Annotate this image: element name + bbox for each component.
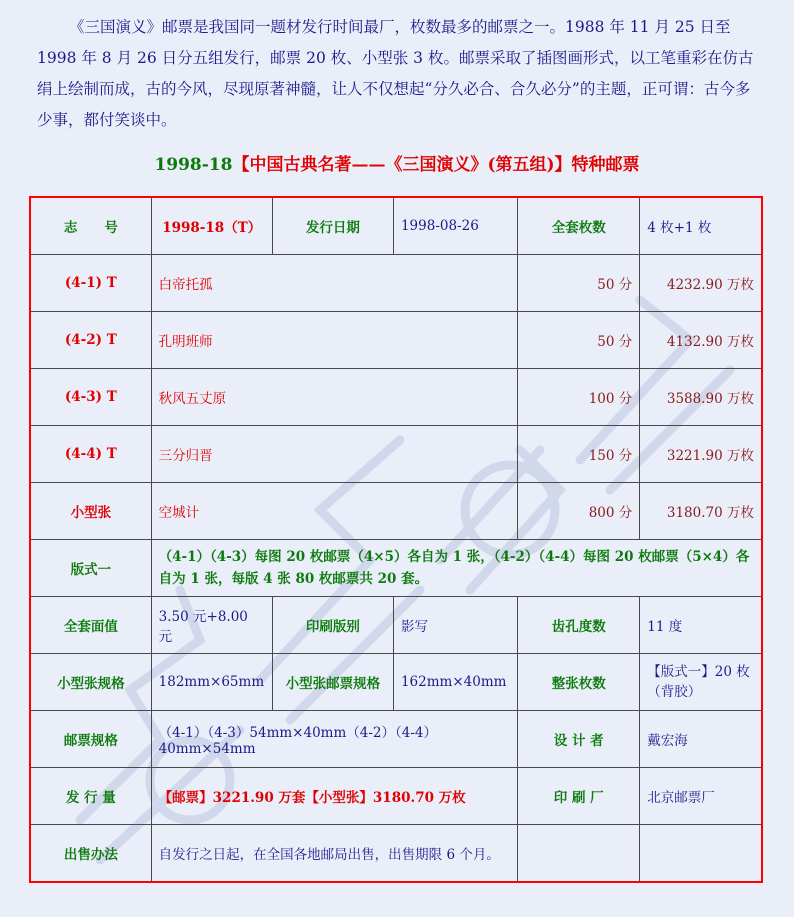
designer-value: 戴宏海 bbox=[640, 711, 762, 768]
title-text: 【中国古典名著——《三国演义》(第五组)】特种邮票 bbox=[232, 155, 640, 175]
print-value: 影写 bbox=[393, 597, 517, 654]
sale-label: 出售办法 bbox=[30, 825, 151, 883]
stamp-qty: 3221.90 万枚 bbox=[640, 426, 762, 483]
stamp-name: 三分归晋 bbox=[151, 426, 517, 483]
sheet-label: 整张枚数 bbox=[518, 654, 640, 711]
sale-value: 自发行之日起，在全国各地邮局出售，出售期限 6 个月。 bbox=[151, 825, 517, 883]
printer-value: 北京邮票厂 bbox=[640, 768, 762, 825]
stamp-spec-label: 邮票规格 bbox=[30, 711, 151, 768]
stamp-name: 白帝托孤 bbox=[151, 255, 517, 312]
date-value: 1998-08-26 bbox=[393, 197, 517, 255]
stamp-code: (4-3) T bbox=[30, 369, 151, 426]
page-title bbox=[0, 150, 794, 175]
sheet-value: 【版式一】20 枚（背胶） bbox=[640, 654, 762, 711]
stamp-face: 800 分 bbox=[518, 483, 640, 540]
stamp-face: 100 分 bbox=[518, 369, 640, 426]
table-row bbox=[30, 426, 762, 483]
perf-label: 齿孔度数 bbox=[518, 597, 640, 654]
table-row bbox=[30, 654, 762, 711]
ms-spec-value: 182mm×65mm bbox=[151, 654, 272, 711]
table-row bbox=[30, 768, 762, 825]
face-total-label: 全套面值 bbox=[30, 597, 151, 654]
stamp-face: 150 分 bbox=[518, 426, 640, 483]
print-label: 印刷版别 bbox=[272, 597, 393, 654]
table-row bbox=[30, 255, 762, 312]
title-code: 1998-18 bbox=[154, 155, 233, 175]
stamp-code: 小型张 bbox=[30, 483, 151, 540]
count-label: 全套枚数 bbox=[518, 197, 640, 255]
date-label: 发行日期 bbox=[272, 197, 393, 255]
stamp-info-table bbox=[29, 196, 763, 883]
table-row bbox=[30, 312, 762, 369]
stamp-qty: 3588.90 万枚 bbox=[640, 369, 762, 426]
printer-label: 印 刷 厂 bbox=[518, 768, 640, 825]
ms-spec-label: 小型张规格 bbox=[30, 654, 151, 711]
ms-stamp-label: 小型张邮票规格 bbox=[272, 654, 393, 711]
face-total-value: 3.50 元+8.00 元 bbox=[151, 597, 272, 654]
ms-stamp-value: 162mm×40mm bbox=[393, 654, 517, 711]
table-row bbox=[30, 711, 762, 768]
stamp-name: 空城计 bbox=[151, 483, 517, 540]
table-row bbox=[30, 197, 762, 255]
format-label: 版式一 bbox=[30, 540, 151, 597]
stamp-face: 50 分 bbox=[518, 312, 640, 369]
zhihao-label: 志 号 bbox=[30, 197, 151, 255]
stamp-code: (4-1) T bbox=[30, 255, 151, 312]
table-row bbox=[30, 483, 762, 540]
empty-cell bbox=[518, 825, 640, 883]
format-value: （4-1）（4-3）每图 20 枚邮票（4×5）各自为 1 张，（4-2）（4-4）每图 20 枚邮票（5×4）各自为 1 张，每版 4 张 80 枚邮票共 20 套。 bbox=[151, 540, 762, 597]
perf-value: 11 度 bbox=[640, 597, 762, 654]
issue-label: 发 行 量 bbox=[30, 768, 151, 825]
zhihao-value: 1998-18（T） bbox=[151, 197, 272, 255]
table-row bbox=[30, 825, 762, 883]
table-row bbox=[30, 597, 762, 654]
stamp-name: 孔明班师 bbox=[151, 312, 517, 369]
count-value: 4 枚+1 枚 bbox=[640, 197, 762, 255]
issue-value: 【邮票】3221.90 万套【小型张】3180.70 万枚 bbox=[151, 768, 517, 825]
stamp-code: (4-2) T bbox=[30, 312, 151, 369]
empty-cell bbox=[640, 825, 762, 883]
stamp-code: (4-4) T bbox=[30, 426, 151, 483]
stamp-face: 50 分 bbox=[518, 255, 640, 312]
stamp-name: 秋风五丈原 bbox=[151, 369, 517, 426]
designer-label: 设 计 者 bbox=[518, 711, 640, 768]
table-row bbox=[30, 369, 762, 426]
stamp-qty: 4132.90 万枚 bbox=[640, 312, 762, 369]
stamp-qty: 4232.90 万枚 bbox=[640, 255, 762, 312]
table-row bbox=[30, 540, 762, 597]
stamp-spec-value: （4-1）（4-3）54mm×40mm（4-2）（4-4）40mm×54mm bbox=[151, 711, 517, 768]
intro-paragraph: 《三国演义》邮票是我国同一题材发行时间最厂，枚数最多的邮票之一。1988 年 11 月 25 日至 1998 年 8 月 26 日分五组发行，邮票 20 枚、小型张 3 枚。邮票采取了插图画形式，以工笔重彩在仿古绢上绘制而成，古的今风，尽现原著神髓，让人不仅想起“分久必合、合久必分”的主题，正可谓：古今多少事，都付笑谈中。 bbox=[37, 18, 754, 129]
stamp-qty: 3180.70 万枚 bbox=[640, 483, 762, 540]
